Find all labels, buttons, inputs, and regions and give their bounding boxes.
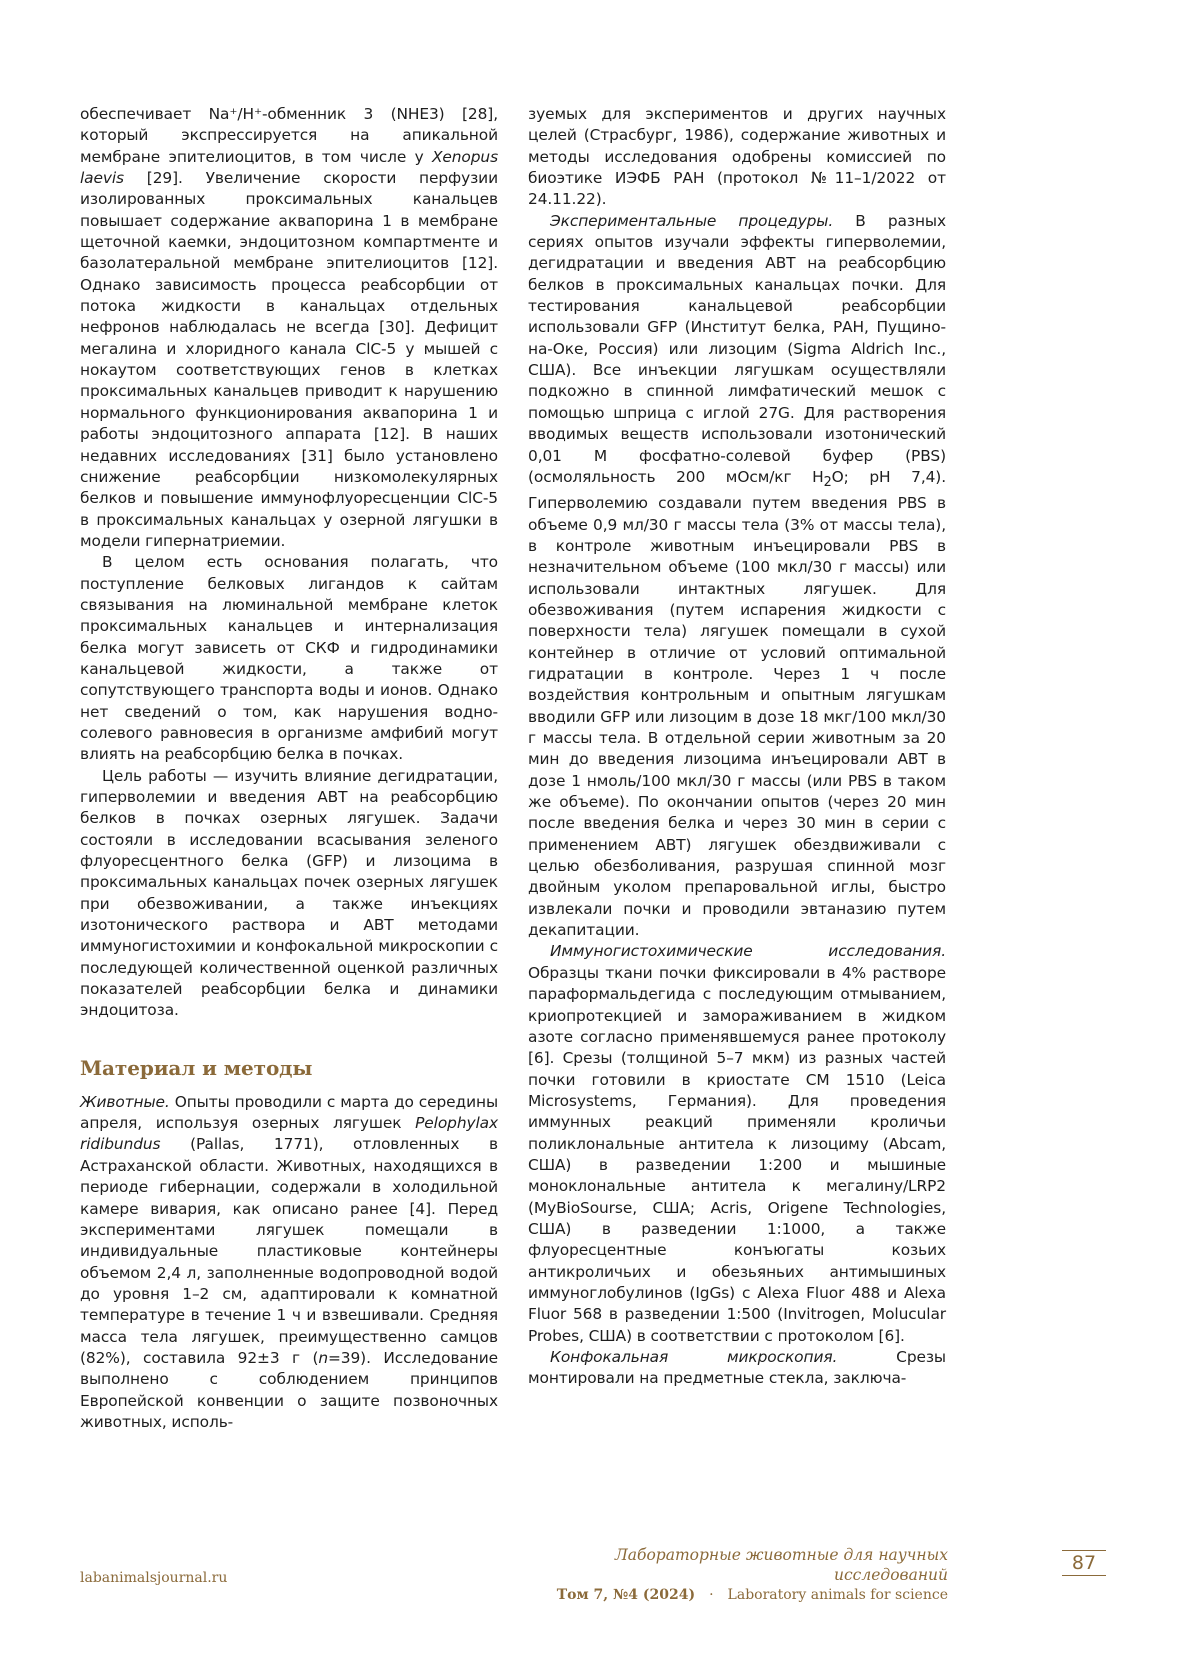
page-number: 87	[1062, 1550, 1106, 1576]
subsection-label: Конфокальная микроскопия.	[550, 1348, 838, 1367]
journal-title-ru: Лабораторные животные для научных исследований	[614, 1546, 948, 1584]
separator: ·	[709, 1587, 714, 1603]
paragraph: Конфокальная микроскопия. Срезы монтировали на предметные стекла, заключа-	[528, 1348, 946, 1388]
paragraph: Цель работы — изучить влияние дегидратации, гиперволемии и введения АВТ на реабсорбцию белков в почках озерных лягушек. Задачи состояли в исследовании всасывания зеленого флуоресцентного белка (GFP) и лизоцима в проксимальных канальцах почек озерных лягушек при обезвоживании, а также инъекциях изотонического раствора и АВТ методами иммуногистохимии и конфокальной микроскопии с последующей количественной оценкой различных показателей реабсорбции белка и динамики эндоцитоза.	[80, 766, 498, 1020]
right-column	[528, 104, 946, 1390]
paragraph: Животные. Опыты проводили с марта до середины апреля, используя озерных лягушек Pelophylax ridibundus (Pallas, 1771), отловленных в Астраханской области. Животных, находящихся в периоде гибернации, содержали в холодильной камере вивария, как описано ранее [4]. Перед экспериментами лягушек помещали в индивидуальные пластиковые контейнеры объемом 2,4 л, заполненные водопроводной водой до уровня 1–2 см, адаптировали к комнатной температуре в течение 1 ч и взвешивали. Средняя масса тела лягушек, преимущественно самцов (82%), составила 92±3 г (n=39). Исследование выполнено с соблюдением принципов Европейской конвенции о защите позвоночных животных, исполь-	[80, 1092, 498, 1431]
species-name: Pelophylax ridibundus	[80, 1114, 498, 1154]
paragraph: обеспечивает Na⁺/H⁺-обменник 3 (NHE3) [28], который экспрессируется на апикальной мембране эпителиоцитов, в том числе у Xenopus laevis [29]. Увеличение скорости перфузии изолированных проксимальных канальцев повышает содержание аквапорина 1 в мембране щеточной каемки, эндоцитозном компартменте и базолатеральной мембране эпителиоцитов [12]. Однако зависимость процесса реабсорбции от потока жидкости в канальцах отдельных нефронов наблюдалась не всегда [30]. Дефицит мегалина и хлоридного канала ClC-5 у мышей с нокаутом соответствующих генов в клетках проксимальных канальцев приводит к нарушению нормального функционирования аквапорина 1 и работы эндоцитозного аппарата [12]. В наших недавних исследованиях [31] было установлено снижение реабсорбции низкомолекулярных белков и повышение иммунофлуоресценции ClC-5 в проксимальных канальцах у озерной лягушки в модели гипернатриемии.	[80, 105, 498, 550]
species-name: Xenopus laevis	[80, 147, 498, 188]
subsection-label: Животные.	[80, 1092, 170, 1111]
paragraph: Экспериментальные процедуры. В разных сериях опытов изучали эффекты гиперволемии, дегидратации и введения АВТ на реабсорбцию белков в проксимальных канальцах почки. Для тестирования канальцевой реабсорбции использовали GFP (Институт белка, РАН, Пущино-на-Оке, Россия) или лизоцим (Sigma Aldrich Inc., США). Все инъекции лягушкам осуществляли подкожно в спинной лимфатический мешок с помощью шприца с иглой 27G. Для растворения вводимых веществ использовали изотонический 0,01 М фосфатно-солевой буфер (PBS) (осмоляльность 200 мОсм/кг $H_2O$; pH 7,4). Гиперволемию создавали путем введения PBS в объеме 0,9 мл/30 г массы тела (3% от массы тела), в контроле животным инъецировали PBS в незначительном объеме (100 мкл/30 г массы) или использовали интактных лягушек. Для обезвоживания (путем испарения жидкости с поверхности тела) лягушек помещали в сухой контейнер в отличие от условий оптимальной гидратации в контроле. Через 1 ч после воздействия контрольным и опытным лягушкам вводили GFP или лизоцим в дозе 18 мкг/100 мкл/30 г массы тела. В отдельной серии животным за 20 мин до введения лизоцима инъецировали АВТ в дозе 1 нмоль/100 мкл/30 г массы (или PBS в таком же объеме). По окончании опытов (через 20 мин после введения белка и через 30 мин в серии с применением АВТ) лягушек обездвиживали с целью обезболивания, разрушая спинной мозг двойным уколом препаровальной иглы, быстро извлекали почки и проводили эвтаназию путем декапитации.	[528, 211, 946, 940]
paragraph: В целом есть основания полагать, что поступление белковых лигандов к сайтам связывания на люминальной мембране клеток проксимальных канальцев и интернализация белка могут зависеть от СКФ и гидродинамики канальцевой жидкости, а также от сопутствующего транспорта воды и ионов. Однако нет сведений о том, как нарушения водно-солевого равновесия в организме амфибий могут влиять на реабсорбцию белка в почках.	[80, 553, 498, 764]
paragraph: зуемых для экспериментов и других научных целей (Страсбург, 1986), содержание животных и методы исследования одобрены комиссией по биоэтике ИЭФБ РАН (протокол №11–1/2022 от 24.11.22).	[528, 105, 946, 209]
journal-issue-line	[500, 1585, 948, 1605]
journal-title-en: Laboratory animals for science	[727, 1587, 948, 1603]
left-column	[80, 104, 498, 1433]
footer-website[interactable]: labanimalsjournal.ru	[80, 1570, 228, 1586]
footer-journal-info	[500, 1545, 948, 1605]
paragraph: Иммуногистохимические исследования. Образцы ткани почки фиксировали в 4% растворе параформальдегида с последующим отмыванием, криопротекцией и замораживанием в жидком азоте согласно применявшемуся ранее протоколу [6]. Срезы (толщиной 5–7 мкм) из разных частей почки готовили в криостате CM 1510 (Leica Microsystems, Германия). Для проведения иммунных реакций применяли кроличьи поликлональные антитела к лизоциму (Abcam, США) в разведении 1:200 и мышиные моноклональные антитела к мегалину/LRP2 (MyBioSourse, США; Acris, Origene Technologies, США) в разведении 1:1000, а также флуоресцентные конъюгаты козьих антикроличьих и обезьяньих антимышиных иммуноглобулинов (IgGs) с Alexa Fluor 488 и Alexa Fluor 568 в разведении 1:500 (Invitrogen, Molucular Probes, США) в соответствии с протоколом [6].	[528, 942, 946, 1345]
subsection-label: Иммуногистохимические исследования.	[550, 942, 946, 961]
issue-label: Том 7, №4 (2024)	[556, 1587, 696, 1603]
subsection-label: Экспериментальные процедуры.	[550, 211, 834, 230]
section-heading: Материал и методы	[80, 1055, 313, 1080]
